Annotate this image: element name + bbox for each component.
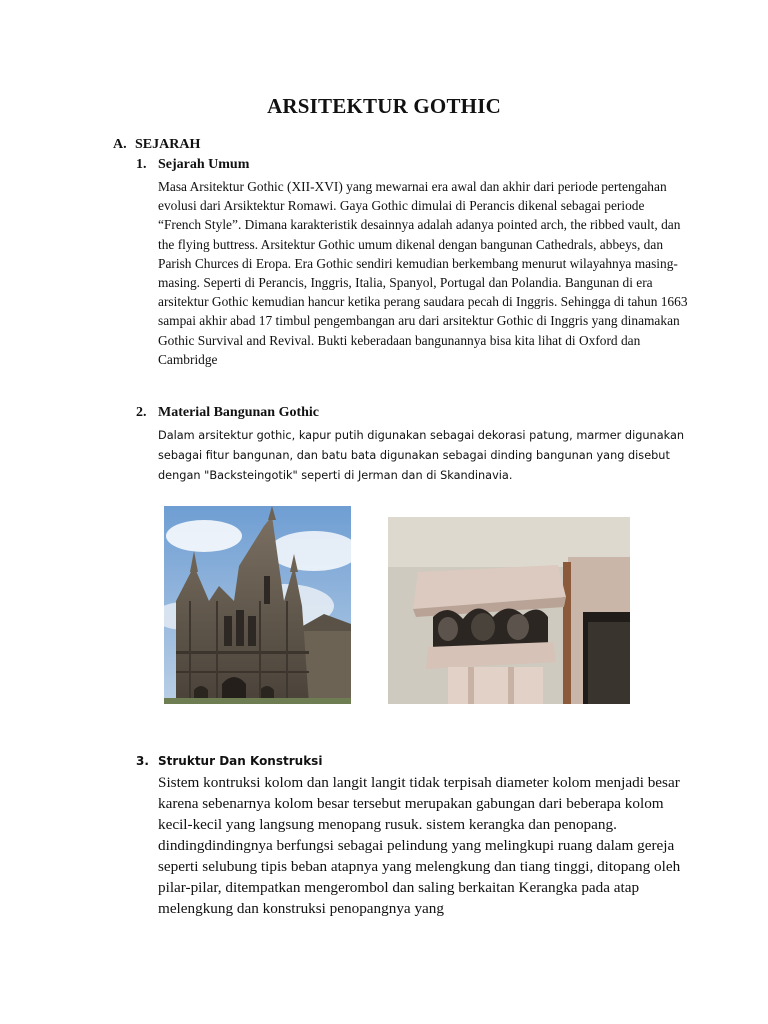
subsection-title: Material Bangunan Gothic [158, 405, 320, 420]
section-title: SEJARAH [135, 137, 201, 152]
cathedral-photo [164, 506, 351, 704]
subsection-heading-2 [136, 405, 319, 421]
subsection-heading-1 [136, 157, 249, 173]
subsection-number: 1. [136, 157, 147, 172]
subsection-number: 2. [136, 405, 147, 420]
subsection-title: Struktur Dan Konstruksi [158, 754, 323, 768]
paragraph-sejarah-umum: Masa Arsitektur Gothic (XII-XVI) yang mewarnai era awal dan akhir dari periode pertengahan evolusi dari Arsiktektur Romawi. Gaya Gothic dimulai di Perancis dikenal sebagai periode “French Style”. Dimana karakteristik desainnya adalah adanya pointed arch, the ribbed vault, dan the flying buttress. Arsitektur Gothic umum dikenal dengan bangunan Cathedrals, abbeys, dan Parish Churces di Eropa. Era Gothic sendiri kemudian berkembang menurut wilayahnya masing-masing. Seperti di Perancis, Inggris, Italia, Spanyol, Portugal dan Polandia. Bangunan di era arsitektur Gothic kemudian hancur ketika perang saudara pecah di Inggris. Sehingga di tahun 1663 sampai akhir abad 17 timbul pengembangan aru dari arsitektur Gothic di Inggris yang dinamakan Gothic Survival and Revival. Bukti keberadaan bangunannya bisa kita lihat di Oxford dan Cambridge [158, 179, 688, 367]
paragraph-struktur: Sistem kontruksi kolom dan langit langit tidak terpisah diameter kolom menjadi besar karena sebenarnya kolom besar tersebut merupakan gabungan dari beberapa kolom kecil-kecil yang langsung menopang rusuk. sistem kerangka dan penopang. dindingdindingnya berfungsi sebagai pelindung yang melingkupi ruang dalam gereja seperti selubung tipis beban atapnya yang melengkung dan tiang tinggi, ditopang oleh pilar-pilar, ditempatkan mengerombol dan saling berkaitan Kerangka pada atap melengkung dan konstruksi penopangnya yang [158, 774, 681, 917]
subsection-heading-3 [136, 754, 322, 768]
paragraph-material: Dalam arsitektur gothic, kapur putih digunakan sebagai dekorasi patung, marmer digunakan sebagai fitur bangunan, dan batu bata digunakan sebagai dinding bangunan yang disebut dengan "Backsteingotik" seperti di Jerman dan di Skandinavia. [158, 429, 685, 482]
section-marker: A. [113, 137, 127, 152]
subsection-title: Sejarah Umum [158, 157, 250, 172]
section-heading [113, 137, 200, 153]
marble-capital-photo [388, 517, 630, 704]
page-title: ARSITEKTUR GOTHIC [267, 94, 501, 118]
subsection-number: 3. [136, 754, 149, 768]
